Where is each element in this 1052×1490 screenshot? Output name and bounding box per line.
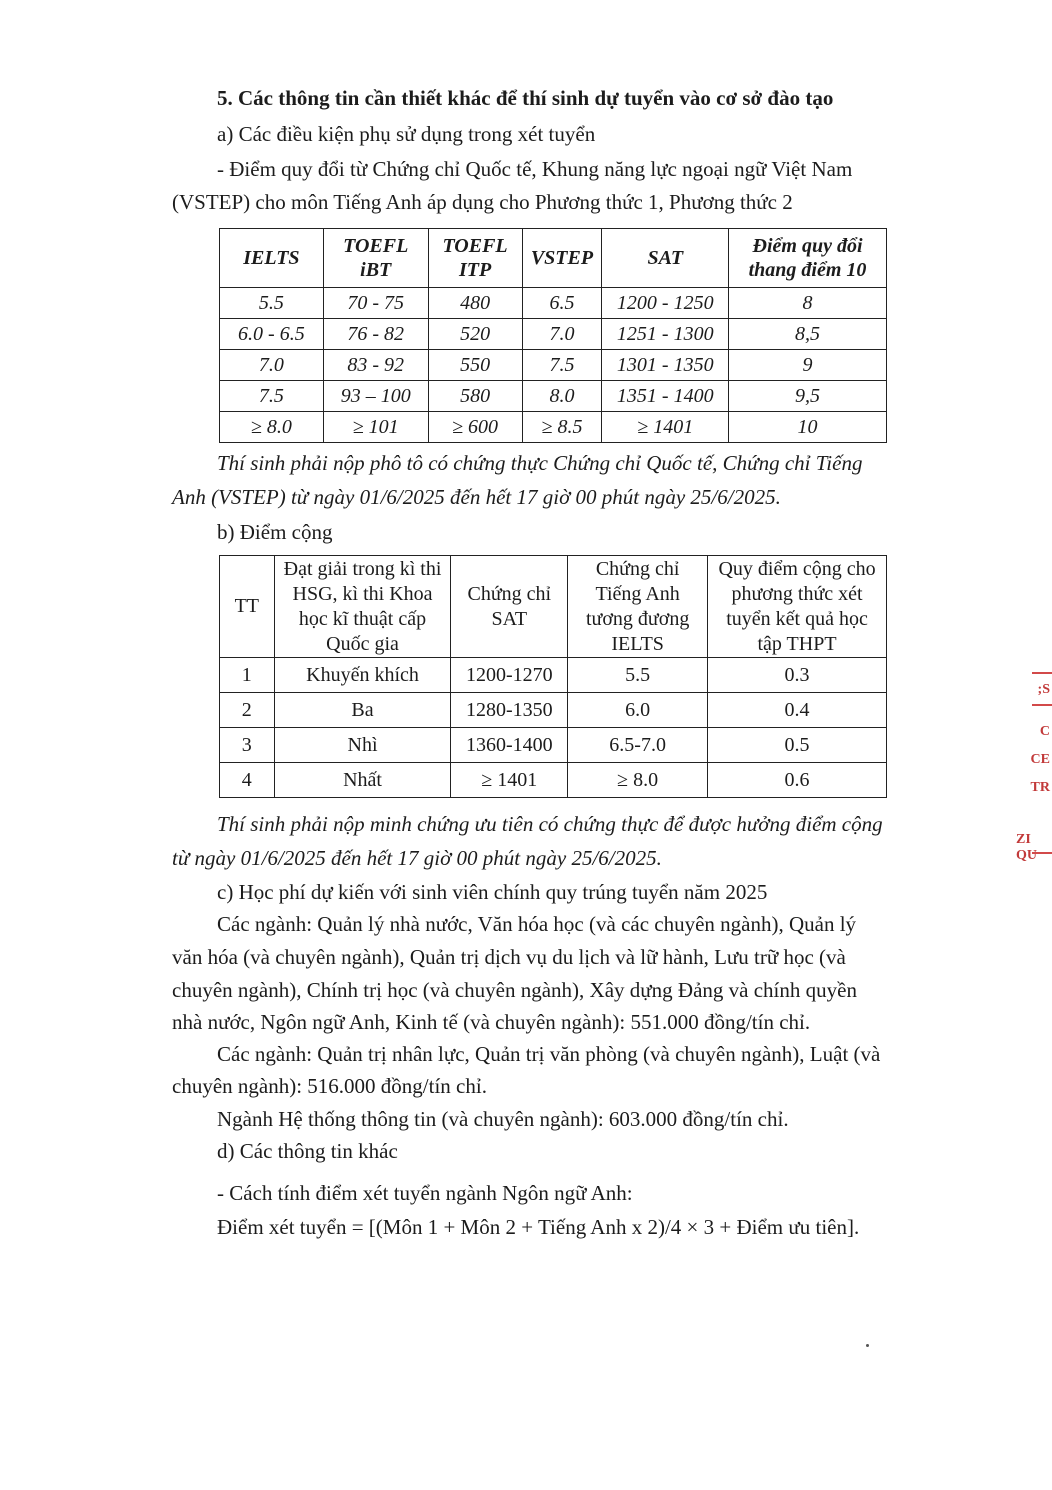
admission-score-formula: Điểm xét tuyển = [(Môn 1 + Môn 2 + Tiếng Anh x 2)/4 × 3 + Điểm ưu tiên]. <box>217 1215 860 1239</box>
table-cell: Nhì <box>274 728 451 763</box>
table-cell: 70 - 75 <box>323 288 428 319</box>
header-vstep: VSTEP <box>522 229 602 288</box>
table-cell: 1360-1400 <box>451 728 568 763</box>
table-cell: 83 - 92 <box>323 350 428 381</box>
table-cell: 1200-1270 <box>451 658 568 693</box>
section-a-title: a) Các điều kiện phụ sử dụng trong xét tuyển <box>217 122 596 146</box>
table-cell: 4 <box>220 763 275 798</box>
stamp-text: TR <box>1030 780 1050 795</box>
table-cell: 520 <box>428 319 522 350</box>
table-cell: 6.5 <box>522 288 602 319</box>
table-cell: 550 <box>428 350 522 381</box>
header-toefl-ibt: TOEFL iBT <box>323 229 428 288</box>
section-heading: 5. Các thông tin cần thiết khác để thí sinh dự tuyển vào cơ sở đào tạo <box>217 86 834 110</box>
table-cell: 0.4 <box>708 693 887 728</box>
header-converted-score: Điểm quy đổi thang điểm 10 <box>729 229 887 288</box>
header-bonus-points: Quy điểm cộng cho phương thức xét tuyển kết quả học tập THPT <box>708 556 887 658</box>
section-c-para2-line2: chuyên ngành): 516.000 đồng/tín chỉ. <box>172 1074 487 1098</box>
table-cell: ≥ 600 <box>428 412 522 443</box>
table-cell: 76 - 82 <box>323 319 428 350</box>
table-row <box>220 658 887 693</box>
table-cell: ≥ 1401 <box>602 412 729 443</box>
table-row <box>220 693 887 728</box>
table-cell: 6.0 - 6.5 <box>220 319 324 350</box>
table-cell: ≥ 101 <box>323 412 428 443</box>
section-c-para1-line4: nhà nước, Ngôn ngữ Anh, Kinh tế (và chuyên ngành): 551.000 đồng/tín chỉ. <box>172 1010 811 1034</box>
table-row <box>220 728 887 763</box>
scan-speck <box>866 1344 869 1347</box>
stamp-text: CE <box>1030 752 1050 767</box>
header-sat-cert: Chứng chỉ SAT <box>451 556 568 658</box>
section-a-note-line2: Anh (VSTEP) từ ngày 01/6/2025 đến hết 17 giờ 00 phút ngày 25/6/2025. <box>172 485 781 509</box>
stamp-text: C <box>1039 724 1050 739</box>
table-cell: 8,5 <box>729 319 887 350</box>
stamp-text: ;S <box>1037 682 1050 697</box>
header-sat: SAT <box>602 229 729 288</box>
stamp-text: ZI QU <box>1016 832 1037 863</box>
conversion-table <box>219 228 887 443</box>
table-cell: 6.5-7.0 <box>568 728 708 763</box>
table-row <box>220 288 887 319</box>
section-c-title: c) Học phí dự kiến với sinh viên chính quy trúng tuyển năm 2025 <box>217 880 768 904</box>
table-cell: ≥ 8.0 <box>568 763 708 798</box>
table-cell: 10 <box>729 412 887 443</box>
table-cell: 9 <box>729 350 887 381</box>
section-c-para1-line2: văn hóa (và chuyên ngành), Quản trị dịch vụ du lịch và lữ hành, Lưu trữ học (và <box>172 945 846 969</box>
table-cell: 0.5 <box>708 728 887 763</box>
table-cell: ≥ 8.0 <box>220 412 324 443</box>
table-cell: 7.5 <box>220 381 324 412</box>
table-cell: 580 <box>428 381 522 412</box>
bonus-table-header <box>220 556 887 658</box>
table-cell: 8 <box>729 288 887 319</box>
table-cell: ≥ 1401 <box>451 763 568 798</box>
section-d-line1: - Cách tính điểm xét tuyển ngành Ngôn ngữ Anh: <box>217 1181 633 1205</box>
table-cell: 1280-1350 <box>451 693 568 728</box>
table-cell: 3 <box>220 728 275 763</box>
table-cell: 7.5 <box>522 350 602 381</box>
stamp-line <box>1032 704 1052 706</box>
conversion-table-header <box>220 229 887 288</box>
section-c-para1-line3: chuyên ngành), Chính trị học (và chuyên ngành), Xây dựng Đảng và chính quyền <box>172 978 857 1002</box>
section-c-para1-line1: Các ngành: Quản lý nhà nước, Văn hóa học (và các chuyên ngành), Quản lý <box>217 912 857 936</box>
section-b-title: b) Điểm cộng <box>217 520 333 544</box>
table-cell: 6.0 <box>568 693 708 728</box>
stamp-line <box>1032 672 1052 674</box>
table-cell: Khuyến khích <box>274 658 451 693</box>
header-award: Đạt giải trong kì thi HSG, kì thi Khoa học kĩ thuật cấp Quốc gia <box>274 556 451 658</box>
table-cell: 1200 - 1250 <box>602 288 729 319</box>
section-b-note-line2: từ ngày 01/6/2025 đến hết 17 giờ 00 phút ngày 25/6/2025. <box>172 846 662 870</box>
bonus-points-table <box>219 555 887 798</box>
table-row <box>220 350 887 381</box>
table-cell: 2 <box>220 693 275 728</box>
table-cell: 5.5 <box>220 288 324 319</box>
table-cell: ≥ 8.5 <box>522 412 602 443</box>
table-cell: 7.0 <box>220 350 324 381</box>
section-b-note-line1: Thí sinh phải nộp minh chứng ưu tiên có chứng thực để được hưởng điểm cộng <box>217 812 883 836</box>
header-toefl-itp: TOEFL ITP <box>428 229 522 288</box>
section-a-note-line1: Thí sinh phải nộp phô tô có chứng thực Chứng chỉ Quốc tế, Chứng chỉ Tiếng <box>217 451 863 475</box>
table-row <box>220 381 887 412</box>
table-cell: 5.5 <box>568 658 708 693</box>
table-cell: 1301 - 1350 <box>602 350 729 381</box>
header-ielts: IELTS <box>220 229 324 288</box>
section-a-intro-line1: - Điểm quy đổi từ Chứng chỉ Quốc tế, Khung năng lực ngoại ngữ Việt Nam <box>217 157 853 181</box>
section-a-intro-line2: (VSTEP) cho môn Tiếng Anh áp dụng cho Phương thức 1, Phương thức 2 <box>172 190 793 214</box>
table-cell: 8.0 <box>522 381 602 412</box>
section-c-para2-line1: Các ngành: Quản trị nhân lực, Quản trị văn phòng (và chuyên ngành), Luật (và <box>217 1042 881 1066</box>
table-cell: 7.0 <box>522 319 602 350</box>
table-cell: 1 <box>220 658 275 693</box>
header-tt: TT <box>220 556 275 658</box>
header-english-cert: Chứng chỉ Tiếng Anh tương đương IELTS <box>568 556 708 658</box>
section-c-para3: Ngành Hệ thống thông tin (và chuyên ngành): 603.000 đồng/tín chỉ. <box>217 1107 789 1131</box>
section-d-title: d) Các thông tin khác <box>217 1139 398 1163</box>
table-cell: 480 <box>428 288 522 319</box>
table-row <box>220 319 887 350</box>
table-cell: Nhất <box>274 763 451 798</box>
table-row <box>220 763 887 798</box>
stamp-line <box>1032 852 1052 854</box>
table-cell: 0.6 <box>708 763 887 798</box>
table-cell: 1251 - 1300 <box>602 319 729 350</box>
table-cell: 93 – 100 <box>323 381 428 412</box>
table-cell: 9,5 <box>729 381 887 412</box>
table-cell: 1351 - 1400 <box>602 381 729 412</box>
table-row <box>220 412 887 443</box>
table-cell: 0.3 <box>708 658 887 693</box>
red-stamp-fragment <box>1016 668 1052 863</box>
table-cell: Ba <box>274 693 451 728</box>
